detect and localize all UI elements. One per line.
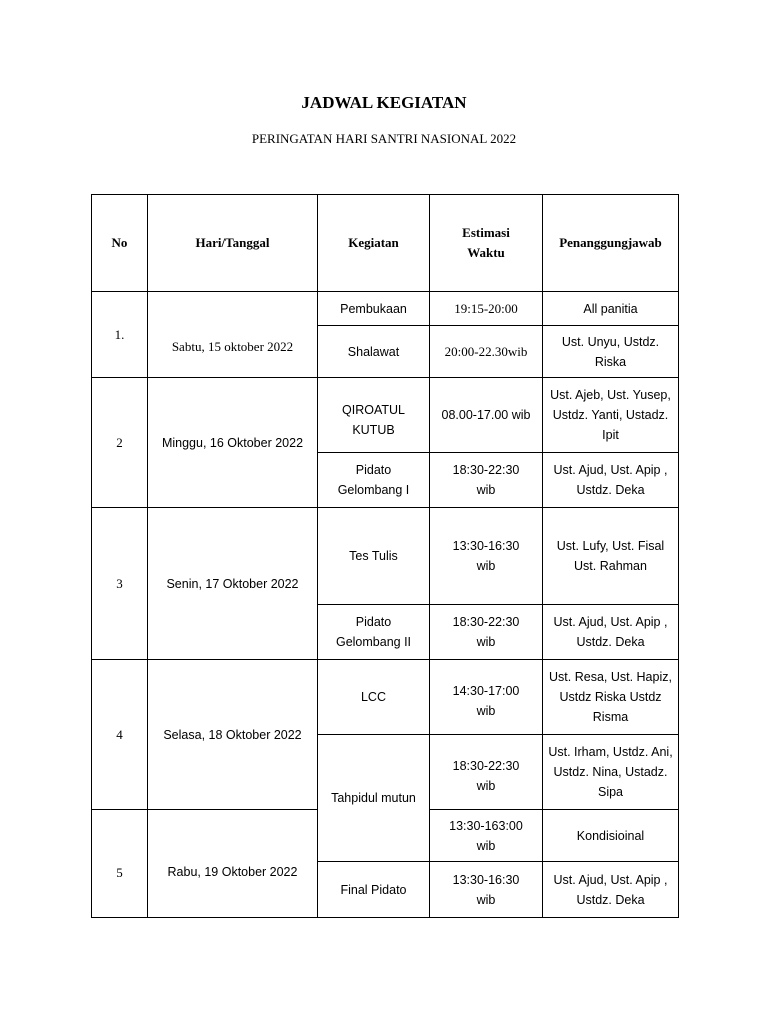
activity-cell: QIROATUL KUTUB [318,378,430,453]
activity-cell: Shalawat [318,326,430,378]
pic-cell: Ust. Ajud, Ust. Apip , Ustdz. Deka [543,862,679,918]
table-row [92,508,679,605]
pic-cell: Ust. Ajeb, Ust. Yusep, Ustdz. Yanti, Ustadz. Ipit [543,378,679,453]
day-date: Rabu, 19 Oktober 2022 [148,810,318,918]
pic-cell: All panitia [543,292,679,326]
time-cell: 18:30-22:30 wib [430,453,543,508]
time-cell: 20:00-22.30wib [430,326,543,378]
header-no: No [92,195,148,292]
day-no: 2 [92,378,148,508]
day-date: Senin, 17 Oktober 2022 [148,508,318,660]
time-cell: 13:30-16:30 wib [430,508,543,605]
pic-cell: Ust. Ajud, Ust. Apip , Ustdz. Deka [543,605,679,660]
activity-cell: Pembukaan [318,292,430,326]
pic-cell: Ust. Unyu, Ustdz. Riska [543,326,679,378]
activity-cell: Final Pidato [318,862,430,918]
table-row [92,378,679,453]
day-date: Selasa, 18 Oktober 2022 [148,660,318,810]
time-cell: 18:30-22:30 wib [430,605,543,660]
header-row [92,195,679,292]
table-row [92,660,679,735]
header-time: Estimasi Waktu [430,195,543,292]
time-cell: 08.00-17.00 wib [430,378,543,453]
activity-cell: LCC [318,660,430,735]
table-row [92,292,679,326]
pic-cell: Kondisioinal [543,810,679,862]
header-activity: Kegiatan [318,195,430,292]
day-date: Minggu, 16 Oktober 2022 [148,378,318,508]
day-no: 5 [92,810,148,918]
document-title: JADWAL KEGIATAN [301,93,467,112]
time-cell: 13:30-163:00 wib [430,810,543,862]
schedule-table [91,194,679,918]
activity-cell: Pidato Gelombang II [318,605,430,660]
time-cell: 14:30-17:00 wib [430,660,543,735]
day-no: 1. [92,292,148,378]
pic-cell: Ust. Ajud, Ust. Apip , Ustdz. Deka [543,453,679,508]
pic-cell: Ust. Resa, Ust. Hapiz, Ustdz Riska Ustdz Risma [543,660,679,735]
document-subtitle: PERINGATAN HARI SANTRI NASIONAL 2022 [251,131,517,146]
time-cell: 13:30-16:30 wib [430,862,543,918]
day-no: 4 [92,660,148,810]
time-cell: 18:30-22:30 wib [430,735,543,810]
activity-cell: Tahpidul mutun [318,735,430,862]
day-no: 3 [92,508,148,660]
pic-cell: Ust. Lufy, Ust. Fisal Ust. Rahman [543,508,679,605]
activity-cell: Pidato Gelombang I [318,453,430,508]
time-cell: 19:15-20:00 [430,292,543,326]
day-date: Sabtu, 15 oktober 2022 [148,292,318,378]
pic-cell: Ust. Irham, Ustdz. Ani, Ustdz. Nina, Ustadz. Sipa [543,735,679,810]
activity-cell: Tes Tulis [318,508,430,605]
header-pic: Penanggungjawab [543,195,679,292]
header-day: Hari/Tanggal [148,195,318,292]
